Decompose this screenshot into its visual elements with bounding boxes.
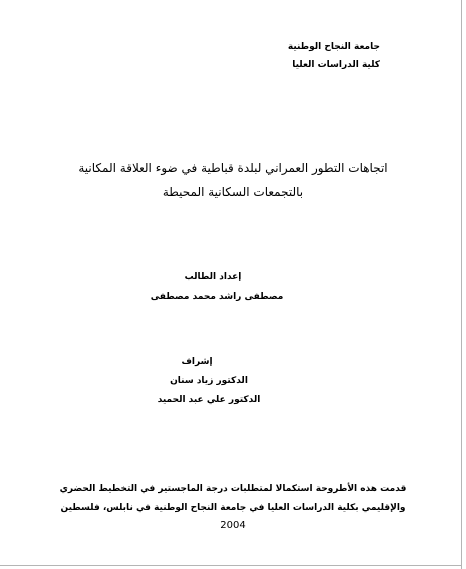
year: 2004 [220,520,246,531]
student-name: مصطفى راشد محمد مصطفى [150,292,284,302]
submission-statement-line-2: والإقليمي بكلية الدراسات العليا في جامعة النجاح الوطنية في نابلس، فلسطين [60,503,406,513]
supervision-label: إشراف [181,357,213,367]
page-edge-bottom [0,565,462,566]
submission-statement-line-1: قدمت هذه الأطروحة استكمالا لمتطلبات درجة الماجستير في التخطيط الحضري [59,484,407,494]
supervisor-2: الدكتور علي عبد الحميد [157,395,261,405]
student-label: إعداد الطالب [184,272,242,282]
university-name: جامعة النجاح الوطنية [287,42,380,52]
thesis-title-line-1: اتجاهات التطور العمراني لبلدة قباطية في ضوء العلاقة المكانية [78,161,388,175]
faculty-name: كلية الدراسات العليا [292,60,380,70]
supervisor-1: الدكتور زياد سنان [170,376,248,386]
thesis-title-line-2: بالتجمعات السكانية المحيطة [162,185,304,199]
